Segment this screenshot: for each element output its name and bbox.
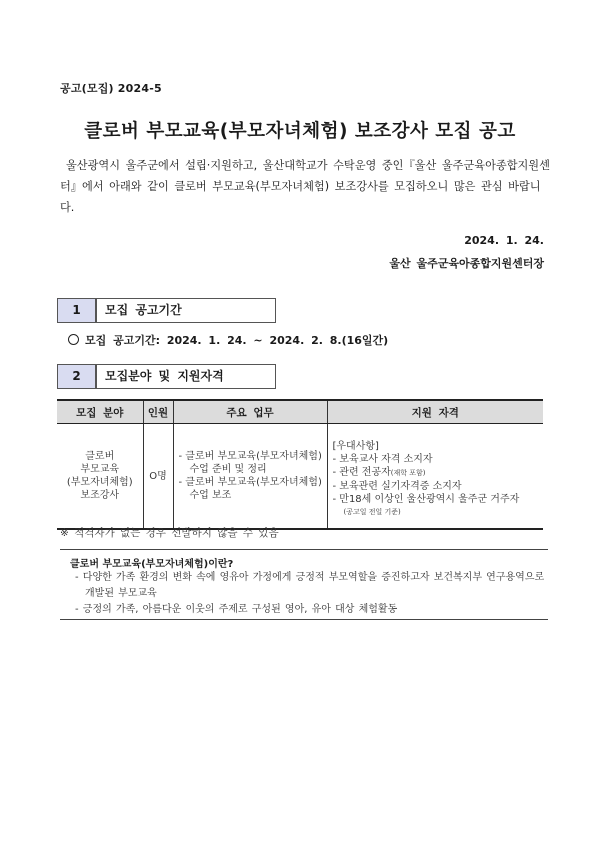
qualification-item: - 관련 전공자(재학 포함) xyxy=(332,466,426,478)
definition-box-bottom-rule xyxy=(60,619,548,620)
table-row xyxy=(57,424,543,530)
cell-qualifications xyxy=(327,424,543,530)
section-1-title: 모집 공고기간 xyxy=(96,298,276,323)
header-count: 인원 xyxy=(143,400,173,424)
definition-body xyxy=(75,570,545,618)
definition-box-top-rule xyxy=(60,549,548,550)
qualification-note: (재학 포함) xyxy=(390,468,426,477)
document-title: 클로버 부모교육(부모자녀체험) 보조강사 모집 공고 xyxy=(84,121,516,142)
qualification-item: - 보육교사 자격 소지자 xyxy=(332,453,433,465)
issuer: 울산 울주군육아종합지원센터장 xyxy=(389,257,544,270)
definition-item: - 다양한 가족 환경의 변화 속에 영유아 가정에게 긍정적 부모역할을 증진하고자 보건복지부 연구용역으로 개발된 부모교육 xyxy=(75,572,545,599)
field-line: (부모자녀체험) xyxy=(66,477,133,488)
announcement-date: 2024. 1. 24. xyxy=(464,234,544,247)
qualification-item: - 보육관련 실기자격증 소지자 xyxy=(332,480,462,492)
intro-paragraph: 울산광역시 울주군에서 설립·지원하고, 울산대학교가 수탁운영 중인『울산 울주군육아종합지원센터』에서 아래와 같이 클로버 부모교육(부모자녀체험) 보조강사를 모집하오니 많은 관심 바랍니다. xyxy=(60,159,550,214)
header-qualifications: 지원 자격 xyxy=(327,400,543,424)
field-line: 부모교육 xyxy=(80,464,120,475)
section-2-number: 2 xyxy=(57,364,96,389)
recruitment-period xyxy=(68,332,388,348)
field-line: 보조강사 xyxy=(80,490,120,501)
circle-bullet-icon xyxy=(68,334,79,345)
qualifications-heading: [우대사항] xyxy=(332,440,379,452)
document-number: 공고(모집) 2024-5 xyxy=(60,82,162,95)
duty-item: - 클로버 부모교육(부모자녀체험) 수업 준비 및 정리 xyxy=(178,451,322,475)
field-line: 클로버 xyxy=(85,451,115,462)
duty-item: - 클로버 부모교육(부모자녀체험) 수업 보조 xyxy=(178,477,322,501)
section-2-title: 모집분야 및 지원자격 xyxy=(96,364,276,389)
qualification-footnote: (공고일 전일 기준) xyxy=(343,507,401,516)
table-header-row xyxy=(57,400,543,424)
selection-notice: ※ 적격자가 없는 경우 선발하지 않을 수 있음 xyxy=(60,527,279,539)
section-1-number: 1 xyxy=(57,298,96,323)
qualification-item: - 만18세 이상인 울산광역시 울주군 거주자 xyxy=(332,493,520,505)
header-field: 모집 분야 xyxy=(57,400,143,424)
definition-title: 클로버 부모교육(부모자녀체험)이란? xyxy=(70,559,234,570)
cell-count: O명 xyxy=(143,424,173,530)
recruitment-table xyxy=(57,399,543,530)
cell-field xyxy=(57,424,143,530)
header-duties: 주요 업무 xyxy=(173,400,327,424)
recruitment-period-text: 모집 공고기간: 2024. 1. 24. ~ 2024. 2. 8.(16일간) xyxy=(85,334,389,347)
cell-duties xyxy=(173,424,327,530)
definition-item: - 긍정의 가족, 아름다운 이웃의 주제로 구성된 영아, 유아 대상 체험활동 xyxy=(75,604,398,615)
